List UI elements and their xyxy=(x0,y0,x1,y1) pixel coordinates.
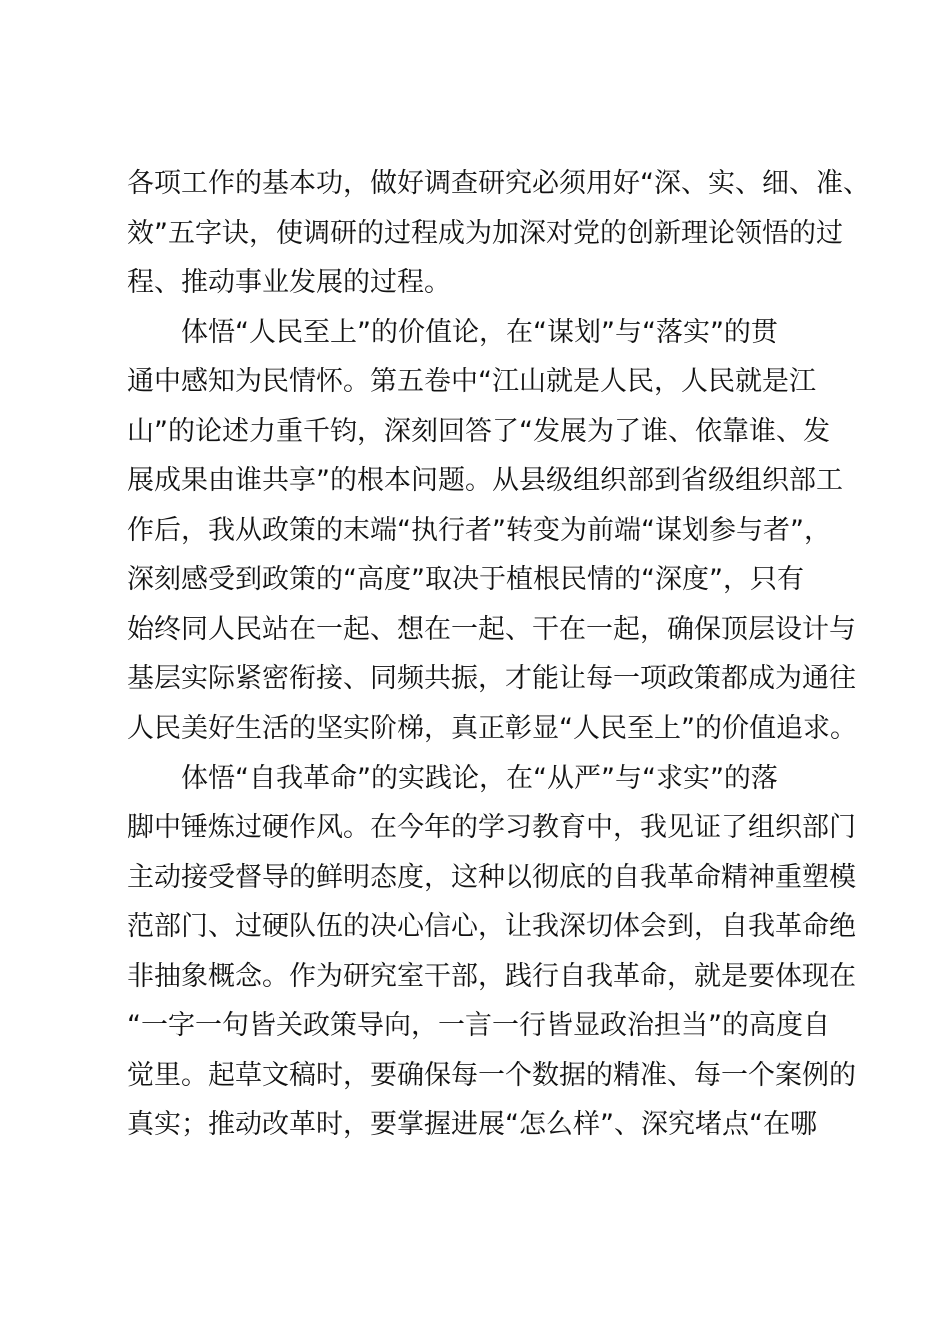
text-line: 真实；推动改革时，要掌握进展“怎么样”、深究堵点“在哪 xyxy=(127,1109,817,1141)
text-line: 展成果由谁共享”的根本问题。从县级组织部到省级组织部工 xyxy=(127,465,843,497)
text-line: 范部门、过硬队伍的决心信心，让我深切体会到，自我革命绝 xyxy=(127,911,856,943)
text-line: 体悟“人民至上”的价值论，在“谋划”与“落实”的贯 xyxy=(127,316,778,348)
text-line: 效”五字诀，使调研的过程成为加深对党的创新理论领悟的过 xyxy=(127,217,843,249)
text-line: 始终同人民站在一起、想在一起、干在一起，确保顶层设计与 xyxy=(127,613,856,645)
text-line: 脚中锤炼过硬作风。在今年的学习教育中，我见证了组织部门 xyxy=(127,812,856,844)
text-line: 人民美好生活的坚实阶梯，真正彰显“人民至上”的价值追求。 xyxy=(127,713,857,745)
text-line: “一字一句皆关政策导向，一言一行皆显政治担当”的高度自 xyxy=(127,1010,830,1042)
text-line: 非抽象概念。作为研究室干部，践行自我革命，就是要体现在 xyxy=(127,960,856,992)
text-line: 觉里。起草文稿时，要确保每一个数据的精准、每一个案例的 xyxy=(127,1059,856,1091)
text-line: 程、推动事业发展的过程。 xyxy=(127,267,451,299)
text-line: 各项工作的基本功，做好调查研究必须用好“深、实、细、准、 xyxy=(127,168,870,199)
text-line: 通中感知为民情怀。第五卷中“江山就是人民，人民就是江 xyxy=(127,366,816,398)
text-line: 作后，我从政策的末端“执行者”转变为前端“谋划参与者”， xyxy=(127,514,831,546)
body-text xyxy=(127,159,870,1150)
text-line: 山”的论述力重千钧，深刻回答了“发展为了谁、依靠谁、发 xyxy=(127,415,830,447)
text-line: 主动接受督导的鲜明态度，这种以彻底的自我革命精神重塑模 xyxy=(127,861,856,893)
text-line: 体悟“自我革命”的实践论，在“从严”与“求实”的落 xyxy=(127,762,778,794)
text-line: 基层实际紧密衔接、同频共振，才能让每一项政策都成为通往 xyxy=(127,663,856,695)
text-line: 深刻感受到政策的“高度”取决于植根民情的“深度”，只有 xyxy=(127,564,804,596)
